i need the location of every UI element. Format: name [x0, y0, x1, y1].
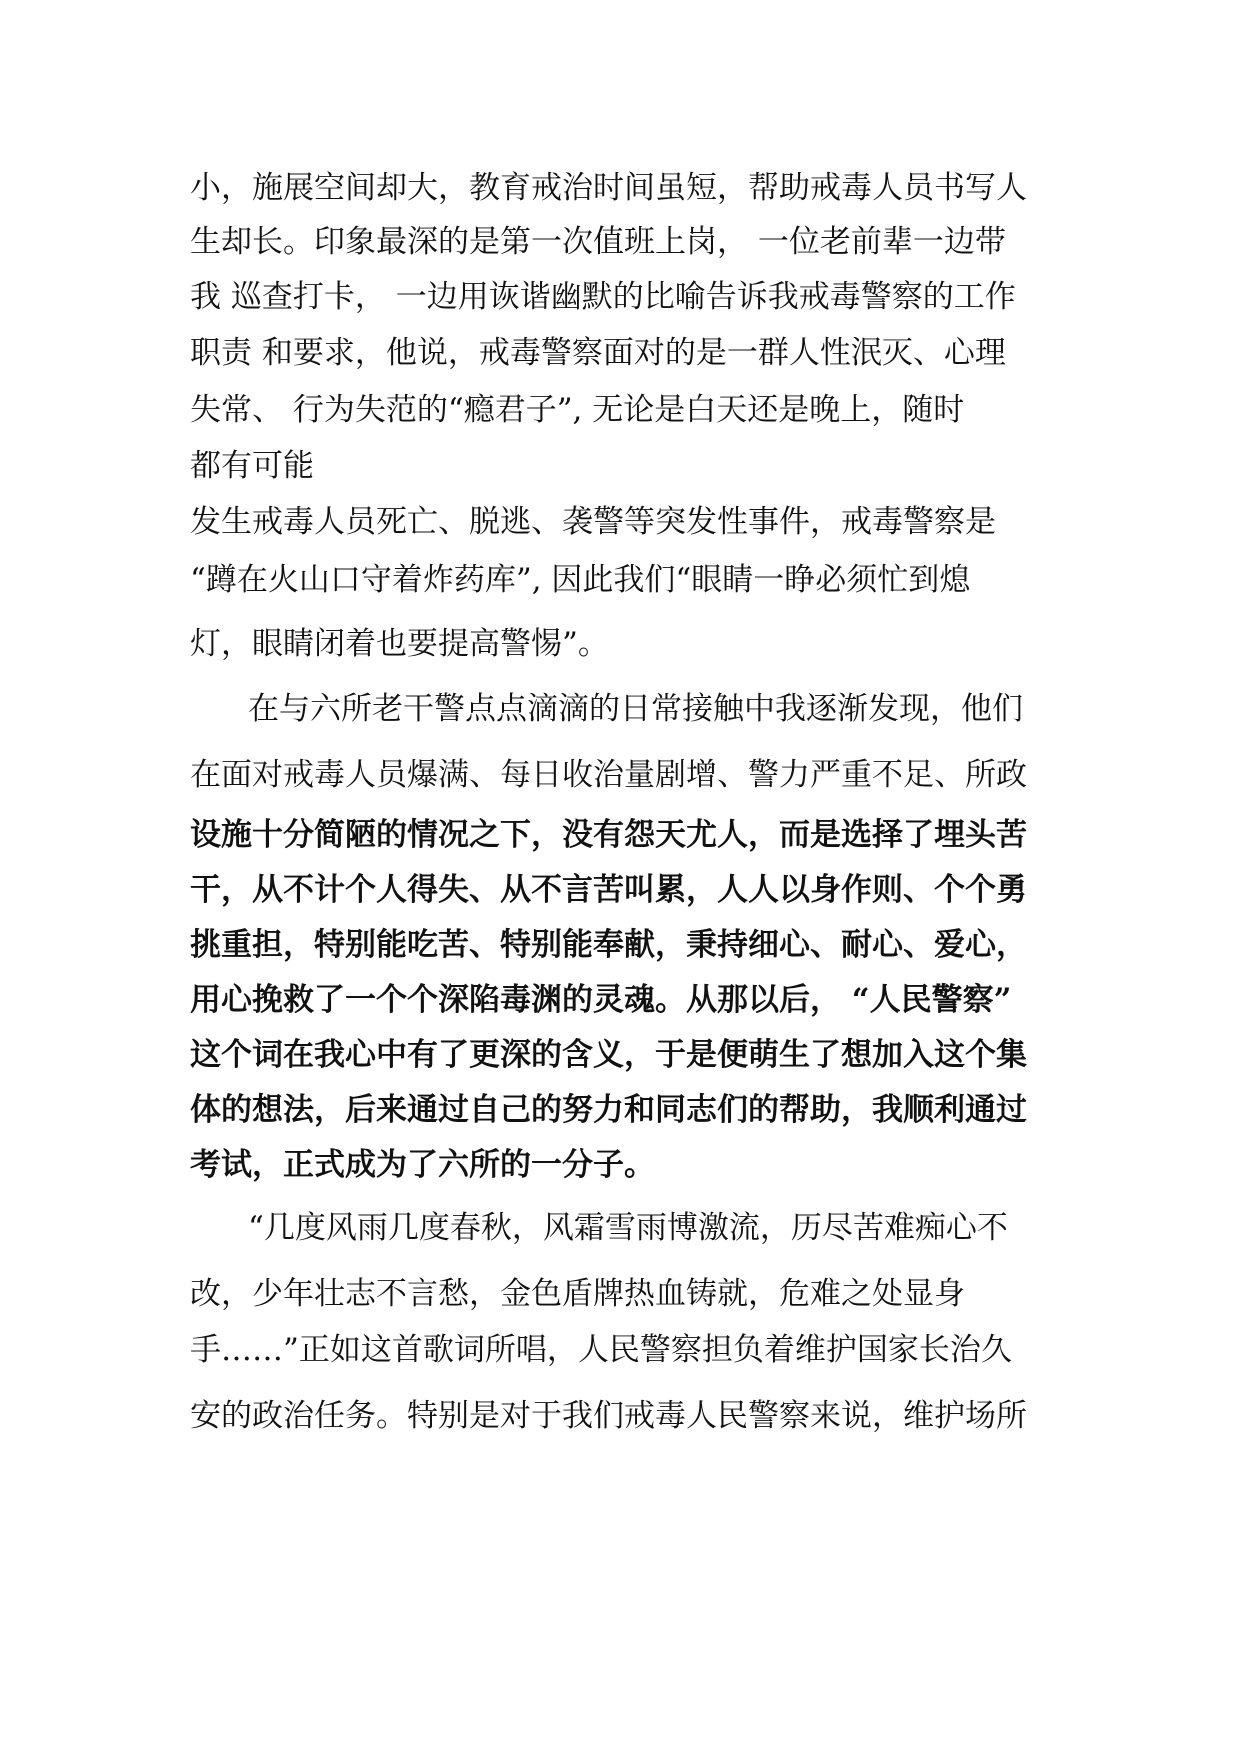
- bold-text-line-2: 干，从不计个人得失、从不言苦叫累，人人以身作则、个个勇: [190, 872, 1027, 908]
- paragraph-start-line: 在与六所老干警点点滴滴的日常接触中我逐渐发现，他们: [248, 691, 1023, 727]
- text-line-5: 失常、 行为失范的“瘾君子”, 无论是白天还是晚上，随时: [190, 392, 965, 428]
- text-line-11: 在面对戒毒人员爆满、每日收治量剧增、警力严重不足、所政: [190, 757, 1027, 793]
- text-line-8: “蹲在火山口守着炸药库”, 因此我们“眼睛一睁必须忙到熄: [190, 562, 971, 598]
- text-line-6: 都有可能: [190, 448, 314, 484]
- bold-text-line-5: 这个词在我心中有了更深的含义，于是便萌生了想加入这个集: [190, 1037, 1027, 1073]
- text-line-4: 职责 和要求，他说，戒毒警察面对的是一群人性泯灭、心理: [190, 335, 1006, 371]
- text-line-21: 手……”正如这首歌词所唱，人民警察担负着维护国家长治久: [190, 1332, 1012, 1368]
- text-line-2: 生却长。印象最深的是第一次值班上岗， 一位老前辈一边带: [190, 224, 1006, 260]
- text-line-3: 我 巡查打卡， 一边用诙谐幽默的比喻告诉我戒毒警察的工作: [190, 279, 1016, 315]
- text-line-7: 发生戒毒人员死亡、脱逃、袭警等突发性事件，戒毒警察是: [190, 504, 996, 540]
- lyrics-paragraph-start: “几度风雨几度春秋，风霜雪雨博激流，历尽苦难痴心不: [248, 1210, 1008, 1246]
- text-line-22: 安的政治任务。特别是对于我们戒毒人民警察来说，维护场所: [190, 1398, 1027, 1434]
- bold-text-line-7: 考试，正式成为了六所的一分子。: [190, 1147, 655, 1183]
- text-line-1: 小，施展空间却大，教育戒治时间虽短，帮助戒毒人员书写人: [190, 170, 1027, 206]
- bold-text-line-4: 用心挽救了一个个深陷毒渊的灵魂。从那以后， “人民警察”: [190, 982, 1012, 1018]
- bold-text-line-6: 体的想法，后来通过自己的努力和同志们的帮助，我顺利通过: [190, 1092, 1027, 1128]
- bold-text-line-1: 设施十分简陋的情况之下，没有怨天尤人，而是选择了埋头苦: [190, 817, 1027, 853]
- bold-text-line-3: 挑重担，特别能吃苦、特别能奉献，秉持细心、耐心、爱心，: [190, 927, 1027, 963]
- text-line-9: 灯，眼睛闭着也要提高警惕”。: [190, 626, 609, 662]
- text-line-20: 改，少年壮志不言愁，金色盾牌热血铸就，危难之处显身: [190, 1276, 965, 1312]
